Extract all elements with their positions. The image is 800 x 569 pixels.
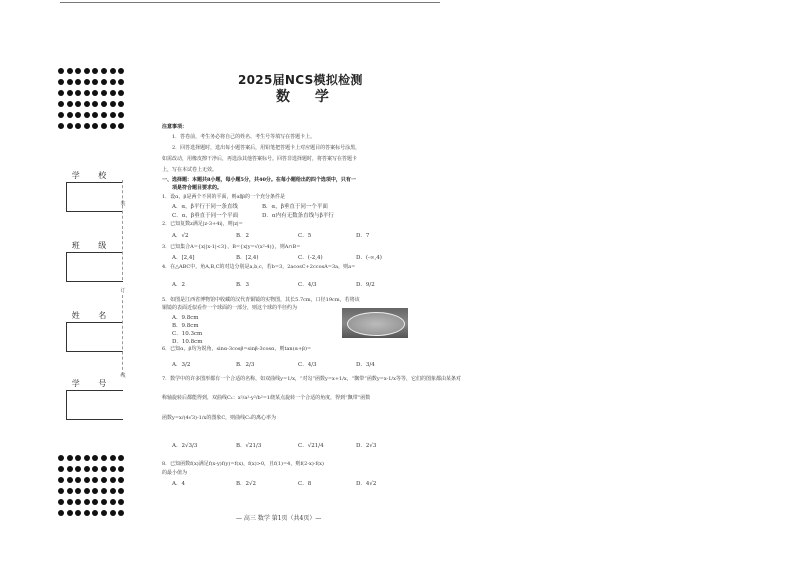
- dot: [118, 112, 124, 118]
- dot: [75, 488, 81, 494]
- dot: [110, 112, 116, 118]
- dot: [92, 488, 98, 494]
- section-heading: 项是符合题目要求的。: [172, 185, 223, 191]
- dot: [58, 68, 64, 74]
- dot: [110, 510, 116, 516]
- notes-heading: 注意事项：: [162, 124, 188, 130]
- dot: [118, 455, 124, 461]
- dot: [110, 477, 116, 483]
- dot: [110, 123, 116, 129]
- dot: [110, 68, 116, 74]
- dot: [118, 510, 124, 516]
- class-box[interactable]: [66, 252, 123, 282]
- option-a: A．2: [172, 282, 185, 288]
- dot: [110, 488, 116, 494]
- dot: [58, 488, 64, 494]
- dot: [58, 112, 64, 118]
- dot: [110, 79, 116, 85]
- option-b: B．2/3: [236, 362, 255, 368]
- dot: [92, 510, 98, 516]
- question-stem: 7．数学中的许多图形都有一个合适的名称，如双曲线y=1/x，“对勾”函数y=x+1/x，“飘带”函数y=x-1/x等等，它们的图象都由某条对: [162, 376, 461, 382]
- question-stem: 铜镜的表面近似看作一个球面的一部分，则这个球的半径约为: [162, 305, 298, 311]
- dot: [101, 499, 107, 505]
- dot: [75, 101, 81, 107]
- dot: [92, 477, 98, 483]
- dot: [75, 510, 81, 516]
- dot: [84, 510, 90, 516]
- seal-char: 装: [120, 201, 126, 207]
- dot: [101, 466, 107, 472]
- notes-line: 如需改动，用橡皮擦干净后，再选涂其他答案标号。回答非选择题时，将答案写在答题卡: [162, 156, 358, 162]
- dot: [92, 123, 98, 129]
- dot: [67, 499, 73, 505]
- class-label: 班 级: [71, 241, 115, 250]
- dot-row: [58, 499, 126, 507]
- school-box[interactable]: [66, 182, 123, 212]
- question-stem: 3．已知集合A={x||x-1|<3}，B={x|y=√(x²-4)}，则A∩B=: [162, 244, 301, 250]
- dot: [110, 90, 116, 96]
- dot: [58, 455, 64, 461]
- dot: [67, 488, 73, 494]
- class-field[interactable]: [60, 240, 126, 251]
- option-a: A．2√3/3: [172, 443, 198, 449]
- dot-row: [58, 101, 126, 109]
- dot: [75, 123, 81, 129]
- dot: [67, 112, 73, 118]
- dot: [67, 466, 73, 472]
- option-d: D．α内有无数条直线与β平行: [262, 213, 334, 219]
- dot: [67, 90, 73, 96]
- option-d: D．3/4: [356, 362, 375, 368]
- option-c: C．5: [298, 233, 312, 239]
- dot-row: [58, 488, 126, 496]
- dot-row: [58, 466, 126, 474]
- option-c: C．α，β垂直于同一个平面: [172, 213, 239, 219]
- question-stem: 1．设α，β是两个不同的平面，则α∥β的一个充分条件是: [162, 194, 286, 200]
- name-label: 姓 名: [71, 311, 115, 320]
- option-c: C．8: [298, 481, 312, 487]
- notes-line: 2．回答选择题时，选出每小题答案后，用铅笔把答题卡上对应题目的答案标号涂黑，: [172, 145, 361, 151]
- id-box[interactable]: [66, 390, 123, 420]
- dot: [58, 123, 64, 129]
- dot: [101, 101, 107, 107]
- option-b: B．[2,4): [236, 255, 259, 261]
- dot: [75, 499, 81, 505]
- binding-line: [122, 295, 123, 375]
- dot: [92, 455, 98, 461]
- id-label: 学 号: [71, 379, 115, 388]
- option-c: C．10.3cm: [172, 331, 203, 337]
- option-c: C．(-2,4): [298, 255, 323, 261]
- dot: [92, 112, 98, 118]
- dot: [58, 101, 64, 107]
- dot: [118, 79, 124, 85]
- dot: [58, 79, 64, 85]
- dot: [58, 477, 64, 483]
- option-d: D．4√2: [356, 481, 377, 487]
- dot: [101, 112, 107, 118]
- mirror-ellipse: [347, 312, 405, 336]
- dot: [84, 455, 90, 461]
- dot: [118, 499, 124, 505]
- option-c: C．4/3: [298, 282, 317, 288]
- question-stem: 5．如图是江西省博物馆中收藏的汉代青铜镜的实物图，其长5.7cm，口径19cm，若将该: [162, 297, 360, 303]
- option-d: D．9/2: [356, 282, 375, 288]
- seal-char: 订: [120, 288, 126, 294]
- dot: [84, 123, 90, 129]
- dot: [67, 101, 73, 107]
- dot: [67, 68, 73, 74]
- top-rule: [60, 2, 440, 3]
- dot: [84, 68, 90, 74]
- option-b: B．9.8cm: [172, 323, 199, 329]
- question-stem: 2．已知复数z满足|z-3+4i|，则|z|=: [162, 221, 243, 227]
- option-c: C．√21/4: [298, 443, 324, 449]
- question-stem: 4．在△ABC中，角A,B,C的对边分别是a,b,c，若b=3，2acosC+2ccosA=3a，则a=: [162, 264, 356, 270]
- option-b: B．α，β垂直于同一个平面: [262, 204, 328, 210]
- dot-row: [58, 90, 126, 98]
- option-d: D．10.8cm: [172, 339, 203, 345]
- option-b: B．2: [236, 233, 250, 239]
- dot: [75, 112, 81, 118]
- exam-title: 2025届NCS模拟检测: [238, 73, 363, 87]
- dot: [58, 510, 64, 516]
- dot-border-bottom: [58, 455, 126, 521]
- option-a: A．4: [172, 481, 185, 487]
- dot: [92, 101, 98, 107]
- dot: [101, 68, 107, 74]
- question-stem: 函数y=x/(4√3)-1/x的图象C，则曲线C₁的离心率为: [162, 415, 277, 421]
- option-b: B．√21/3: [236, 443, 262, 449]
- question-stem: 8．已知函数f(x)满足f(x-y)f(y)=f(x)，f(x)>0，且f(1)=4，则f(2-x)·f(x): [162, 461, 324, 467]
- dot: [58, 90, 64, 96]
- dot: [84, 499, 90, 505]
- option-a: A．[2,4]: [172, 255, 195, 261]
- dot: [84, 466, 90, 472]
- dot: [110, 101, 116, 107]
- id-field[interactable]: [60, 378, 126, 389]
- dot-row: [58, 510, 126, 518]
- dot: [58, 499, 64, 505]
- dot: [75, 477, 81, 483]
- page-footer: — 高三 数学 第1页（共4页）—: [236, 515, 322, 522]
- dot-row: [58, 68, 126, 76]
- dot-row: [58, 112, 126, 120]
- dot: [67, 510, 73, 516]
- dot: [118, 466, 124, 472]
- option-b: B．2√2: [236, 481, 257, 487]
- dot-row: [58, 477, 126, 485]
- dot: [84, 90, 90, 96]
- dot: [75, 68, 81, 74]
- dot: [92, 499, 98, 505]
- dot: [110, 466, 116, 472]
- dot-row: [58, 79, 126, 87]
- option-a: A．9.8cm: [172, 315, 199, 321]
- option-c: C．4/3: [298, 362, 317, 368]
- dot: [101, 510, 107, 516]
- dot: [101, 90, 107, 96]
- option-b: B．3: [236, 282, 250, 288]
- dot: [101, 123, 107, 129]
- option-a: A．α，β平行于同一条直线: [172, 204, 238, 210]
- dot: [92, 466, 98, 472]
- dot: [92, 90, 98, 96]
- name-box[interactable]: [66, 322, 123, 352]
- option-d: D．(-∞,4): [356, 255, 382, 261]
- dot: [75, 466, 81, 472]
- school-label: 学 校: [71, 171, 115, 180]
- dot: [75, 79, 81, 85]
- dot: [110, 499, 116, 505]
- dot: [67, 455, 73, 461]
- dot: [118, 68, 124, 74]
- question-stem: 的最小值为: [162, 470, 188, 476]
- dot: [75, 90, 81, 96]
- question-stem: 称轴旋转后都能得到，双曲线C₁：x²/a²-y²/b²=1绕某点旋转一个合适的角度，得到“飘带”函数: [162, 395, 371, 401]
- dot: [67, 79, 73, 85]
- dot: [75, 455, 81, 461]
- name-field[interactable]: [60, 310, 126, 321]
- dot: [101, 455, 107, 461]
- dot: [92, 79, 98, 85]
- question-stem: 6．已知α，β均为锐角，sinα-3cosβ=sinβ-3cosα，则tan(α+β)=: [162, 346, 312, 352]
- dot: [67, 477, 73, 483]
- dot: [110, 455, 116, 461]
- dot: [92, 68, 98, 74]
- dot: [101, 488, 107, 494]
- binding-line: [122, 180, 123, 280]
- option-a: A．3/2: [172, 362, 191, 368]
- dot-border-top: [58, 68, 126, 134]
- dot: [84, 488, 90, 494]
- section-heading: 一、选择题：本题共8小题，每小题5分，共40分。在每小题给出的四个选项中，只有一: [162, 177, 356, 183]
- bronze-mirror-photo: [342, 308, 408, 338]
- dot: [101, 477, 107, 483]
- dot: [101, 79, 107, 85]
- dot: [118, 488, 124, 494]
- notes-line: 上，写在本试卷上无效。: [162, 167, 218, 173]
- dot: [118, 123, 124, 129]
- dot: [118, 90, 124, 96]
- option-d: D．2√3: [356, 443, 377, 449]
- dot: [84, 477, 90, 483]
- notes-line: 1．答卷前，考生务必将自己的姓名、考生号等填写在答题卡上。: [172, 134, 316, 140]
- option-a: A．√2: [172, 233, 189, 239]
- subject-title: 数 学: [276, 89, 339, 105]
- dot-row: [58, 455, 126, 463]
- dot: [67, 123, 73, 129]
- dot: [118, 101, 124, 107]
- option-d: D．7: [356, 233, 370, 239]
- dot: [58, 466, 64, 472]
- dot: [84, 79, 90, 85]
- dot: [84, 112, 90, 118]
- school-field[interactable]: [60, 170, 126, 181]
- dot-row: [58, 123, 126, 131]
- dot: [84, 101, 90, 107]
- dot: [118, 477, 124, 483]
- seal-char: 线: [120, 373, 126, 379]
